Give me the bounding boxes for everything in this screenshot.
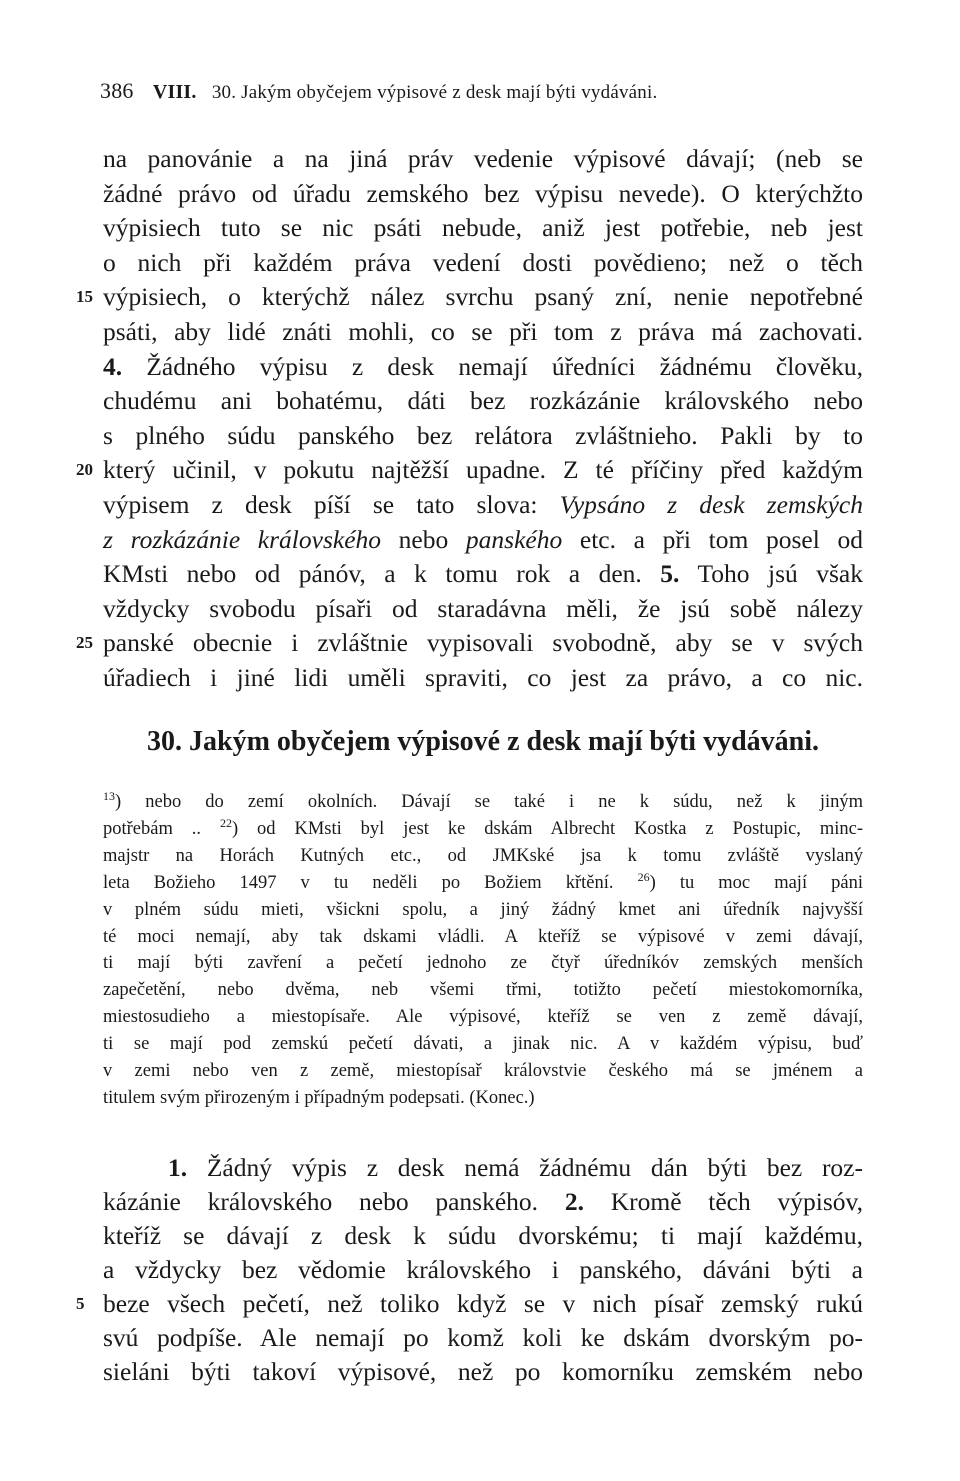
text-line: 1. Žádný výpis z desk nemá žádnému dán býti bez roz- [168,1153,863,1182]
text-line: kteříž se dávají z desk k súdu dvorskému; ti mají každému, [103,1221,863,1250]
text-line: zapečetění, nebo dvěma, neb všemi třmi, totižto pečetí miestokomorníka, [103,980,863,1001]
text-line: výpisem z desk píší se tato slova: Vypsáno z desk zemských [103,490,863,519]
text-line: potřebám .. $^{22}$) od KMsti byl jest ke dskám Albrecht Kostka z Postupic, minc- [103,815,863,839]
line-number: 20 [76,460,93,480]
section-heading: 30. Jakým obyčejem výpisové z desk mají býti vydáváni. [147,726,819,757]
text-line: ti mají býti zavření a pečetí jednoho ze čtyř úředníkóv zemských menších [103,953,863,974]
section-number: VIII. [152,81,197,103]
text-line: kázánie královského nebo panského. 2. Kromě těch výpisóv, [103,1187,863,1216]
text-line: $^{13}$) nebo do zemí okolních. Dávají se také i ne k súdu, než k jiným [103,788,863,812]
text-line: beze všech pečetí, než toliko když se v nich písař zemský rukú [103,1289,863,1318]
text-line: v zemi nebo ven z země, miestopísař královstvie českého má se jménem a [103,1061,863,1081]
text-line: v plném súdu mieti, všickni spolu, a jiný žádný kmet ani úředník najvyšší [103,899,863,920]
text-line: výpisiech tuto se nic psáti nebude, aniž jest potřebie, neb jest [103,213,863,243]
text-line: titulem svým přirozeným i případným podepsati. (Konec.) [103,1087,535,1108]
text-line: té moci nemají, aby tak dskami vládli. A kteříž se výpisové v zemi dávají, [103,926,863,947]
text-line: 4. Žádného výpisu z desk nemají úředníci žádnému člověku, [103,351,863,381]
header-title: 30. Jakým obyčejem výpisové z desk mají býti vydáváni. [211,82,658,103]
text-line: miestosudieho a miestopísaře. Ale výpisové, kteříž se ven z země dávají, [103,1007,863,1028]
text-line: ti se mají pod zemskú pečetí dávati, a jinak nic. A v každém výpisu, buď [103,1034,863,1055]
text-line: majstr na Horách Kutných etc., od JMKské jsa k tomu zvláště vyslaný [103,845,863,866]
running-header [100,78,657,104]
text-line: KMsti nebo od pánóv, a k tomu rok a den. 5. Toho jsú však [103,559,863,589]
page-number: 386 [100,78,134,103]
text-line: panské obecnie i zvláštnie vypisovali svobodně, aby se v svých [103,628,863,658]
text-line: úřadiech i jiné lidi uměli spraviti, co jest za právo, a co nic. [103,663,863,692]
text-line: psáti, aby lidé znáti mohli, co se při tom z práva má zachovati. [103,317,863,346]
text-line: sieláni býti takoví výpisové, než po komorníku zemském nebo [103,1357,863,1386]
text-line: leta Božieho 1497 v tu neděli po Božiem křtění. $^{26}$) tu moc mají páni [103,869,864,893]
line-number: 15 [76,287,93,307]
text-line: s plného súdu panského bez relátora zvláštnieho. Pakli by to [103,420,863,450]
text-line: který učinil, v pokutu najtěžší upadne. Z té příčiny před každým [103,455,863,485]
text-line: chudému ani bohatému, dáti bez rozkázánie královského nebo [103,386,863,416]
text-line: svú podpíše. Ale nemají po komž koli ke dskám dvorským po- [103,1323,863,1352]
text-line: o nich při každém práva vedení dosti povědieno; než o těch [103,247,863,277]
text-line: vždycky svobodu písaři od staradávna měli, že jsú sobě nálezy [103,593,863,623]
line-number: 5 [76,1294,85,1313]
text-line: a vždycky bez vědomie královského i panského, dáváni býti a [103,1255,863,1284]
text-line: na panovánie a na jiná práv vedenie výpisové dávají; (neb se [103,144,863,173]
text-line: z rozkázánie královského nebo panského etc. a při tom posel od [103,524,863,554]
line-number: 25 [76,633,93,653]
text-line: žádné právo od úřadu zemského bez výpisu nevede). O kterýchžto [103,178,863,208]
text-line: výpisiech, o kterýchž nález svrchu psaný zní, nenie nepotřebné [103,282,863,312]
